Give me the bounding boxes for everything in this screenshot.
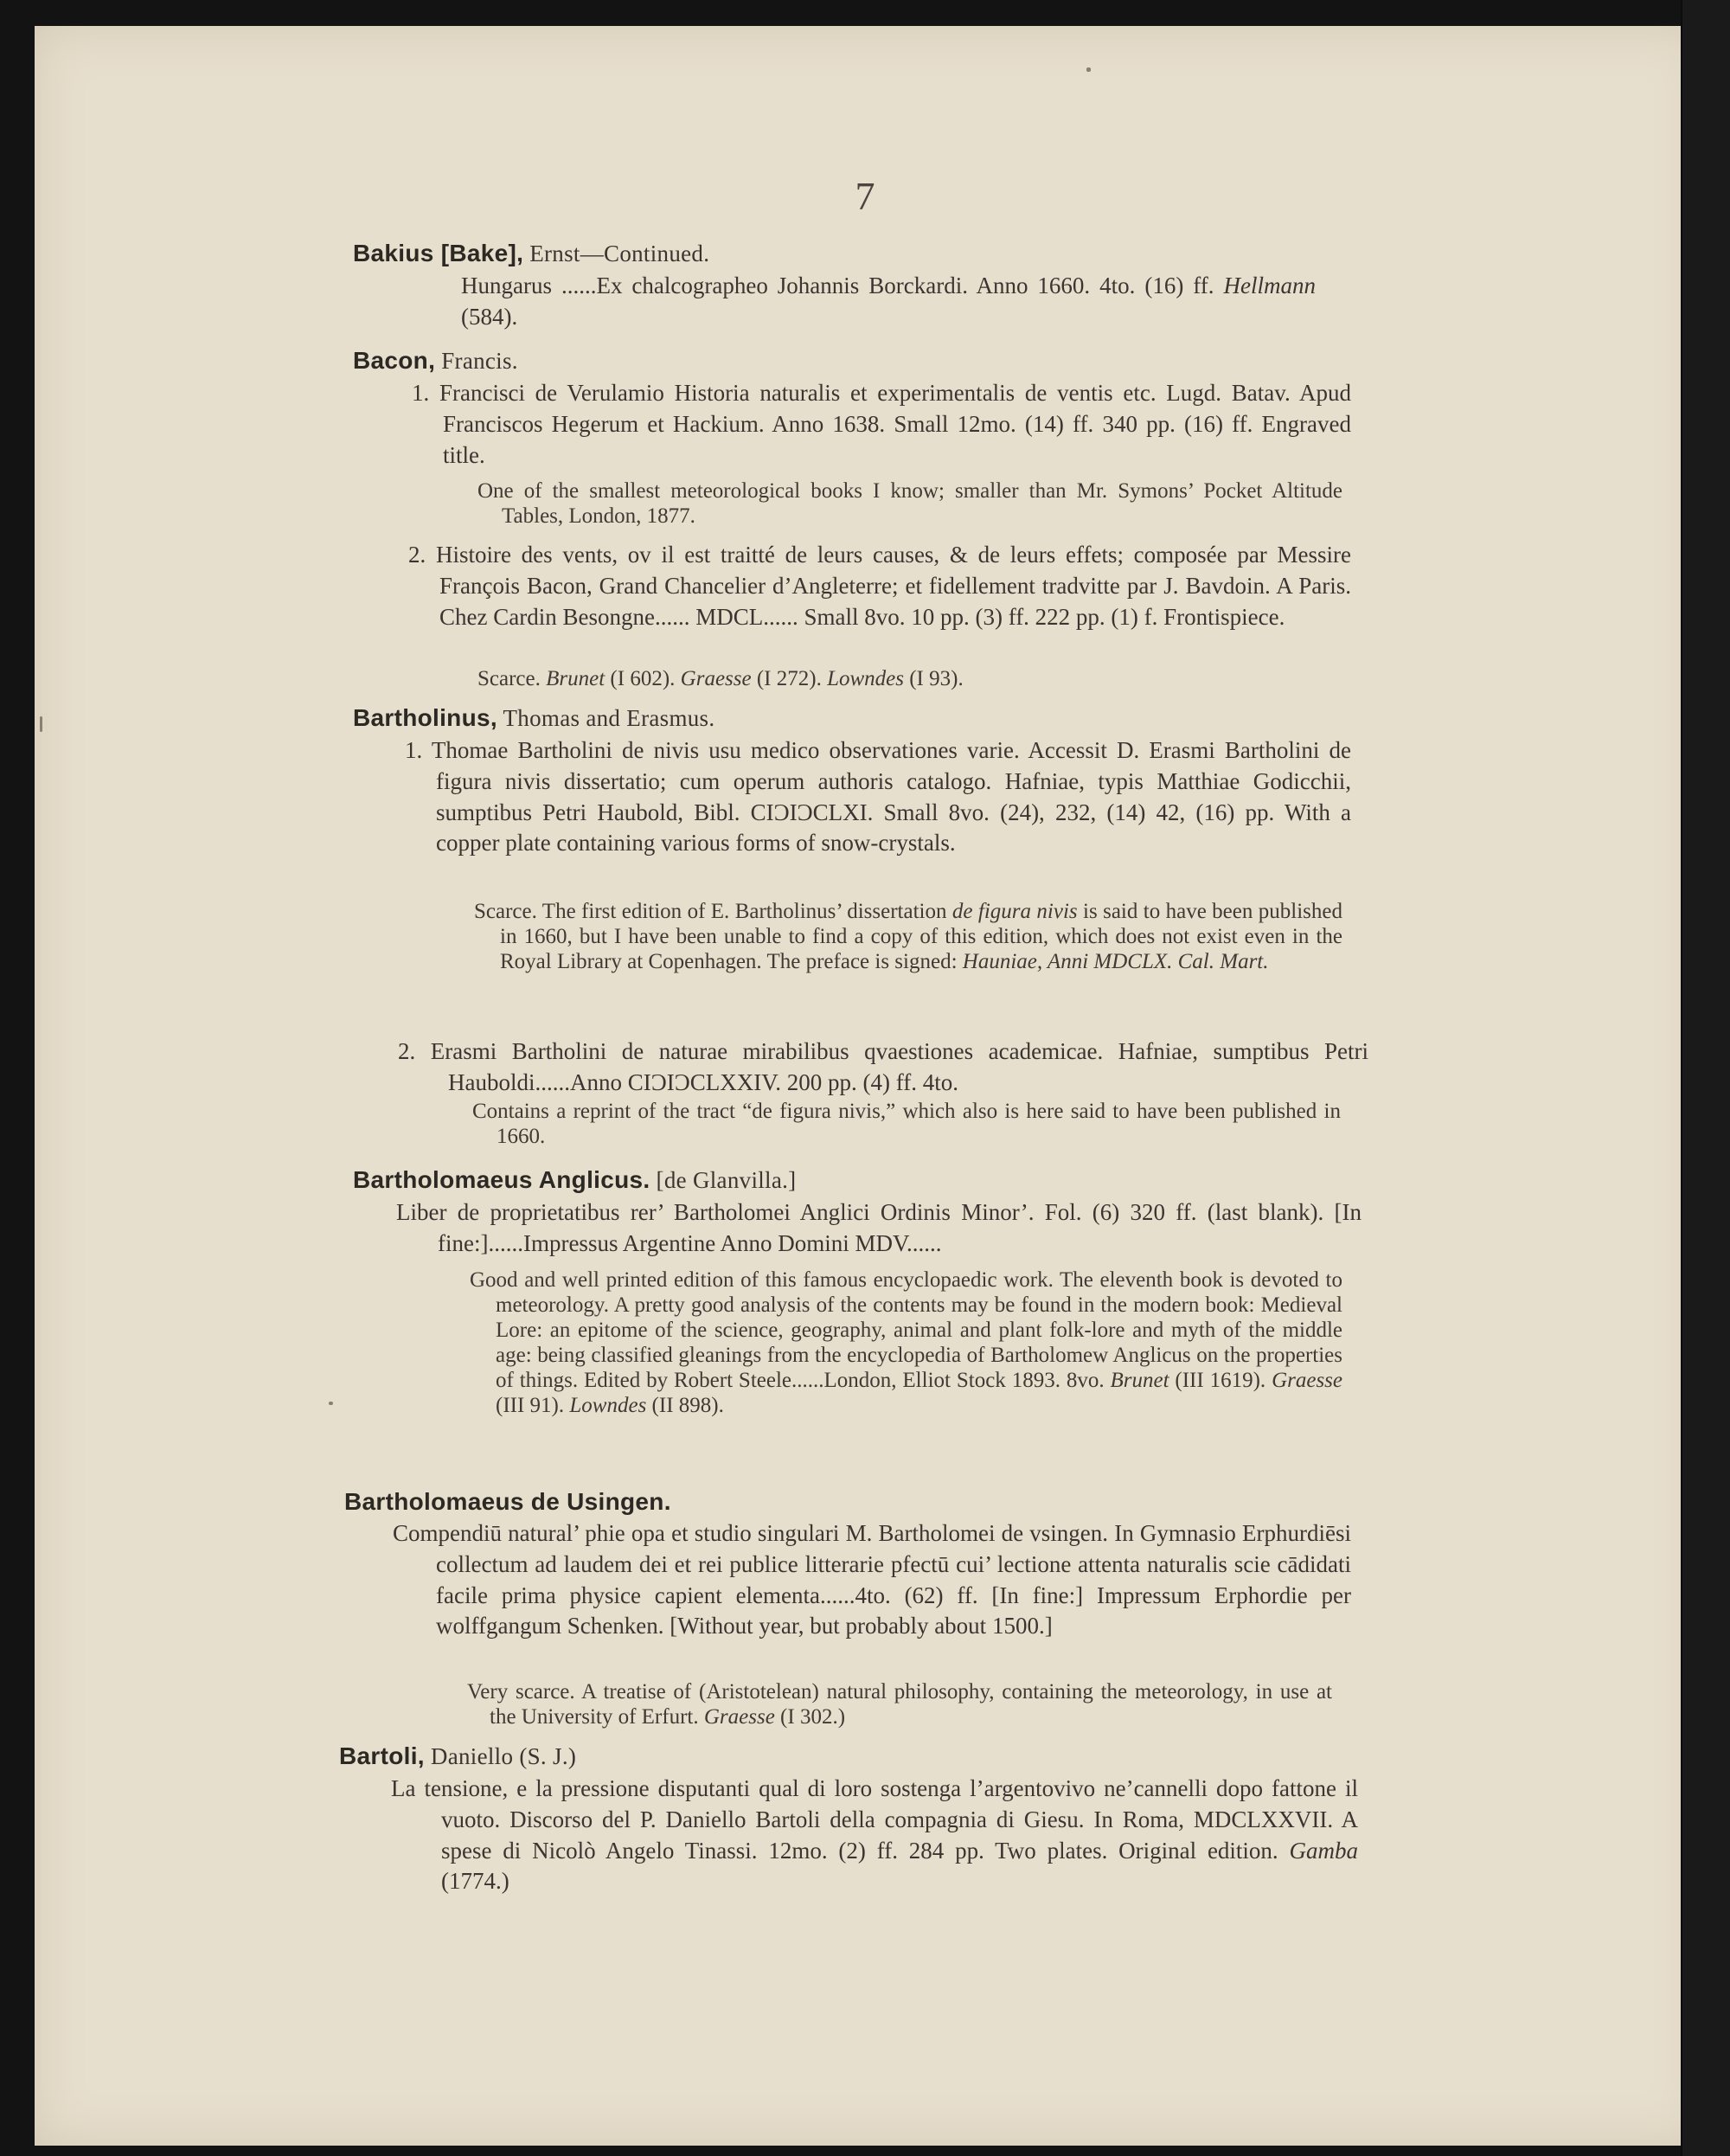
author-qualifier: Daniello (S. J.) — [424, 1743, 577, 1769]
reference-hellmann: Hellmann — [1223, 273, 1316, 298]
entry-bacon-item-2: 2. Histoire des vents, ov il est traitté de leurs causes, & de leurs effets; composée par Messire François Bacon, Grand Chancelier d’Angleterre; et fidellement tradvitte par J. Bavdoin. A Paris. Chez Cardin Besongne...... MDCL...... Small 8vo. 10 pp. (3) ff. 222 pp. (1) f. Frontispiece. — [408, 542, 1351, 630]
entry-usingen-text: Compendiū natural’ phie opa et studio singulari M. Bartholomei de vsingen. In Gymnasio Erphurdiēsi collectum ad laudem dei et rei publice litterarie pfectū cui’ lectione attenta naturalis scie cādidati facile prima physice capient elementa......4to. (62) ff. [In fine:] Impressum Erphordie per wolffgangum Schenken. [Without year, but probably about 1500.] — [393, 1520, 1351, 1639]
entry-bartholinus-note-2: Contains a reprint of the tract “de figura nivis,” which also is here said to have been published in 1660. — [472, 1100, 1341, 1148]
author-name: Bartholomaeus Anglicus. — [353, 1166, 650, 1193]
entry-heading-bacon — [353, 347, 518, 375]
entry-bartholinus-note-1: Scarce. The first edition of E. Bartholinus’ dissertation de figura nivis is said to have been published in 1660, but I have been unable to find a copy of this edition, which does not exist even in the Royal Library at Copenhagen. The preface is signed: Hauniae, Anni MDCLX. Cal. Mart. — [474, 900, 1342, 973]
paper-speck — [1086, 67, 1091, 72]
paper-speck — [40, 716, 42, 732]
entry-bakius-text: Hungarus ......Ex chalcographeo Johannis Borckardi. Anno 1660. 4to. (16) ff. Hellmann (584). — [461, 273, 1316, 330]
entry-bartholinus-item-2: 2. Erasmi Bartholini de naturae mirabilibus qvaestiones academicae. Hafniae, sumptibus Petri Hauboldi......Anno CIƆIƆCLXXIV. 200 pp. (4) ff. 4to. — [398, 1038, 1368, 1095]
author-name: Bartholinus, — [353, 704, 497, 731]
reference-lowndes: Lowndes — [827, 667, 904, 690]
entry-anglicus-note: Good and well printed edition of this famous encyclopaedic work. The eleventh book is devoted to meteorology. A pretty good analysis of the contents may be found in the modern book: Medieval Lore: an epitome of the science, geography, animal and plant folk-lore and myth of the middle age: being classified gleanings from the encyclopedia of Bartholomew Anglicus on the properties of things. Edited by Robert Steele......London, Elliot Stock 1893. 8vo. Brunet (III 1619). Graesse (III 91). Lowndes (II 898). — [470, 1268, 1342, 1417]
author-qualifier: Thomas and Erasmus. — [497, 705, 715, 731]
reference-graesse: Graesse — [680, 667, 752, 690]
author-name: Bakius [Bake], — [353, 240, 524, 266]
reference-lowndes: Lowndes — [569, 1394, 647, 1417]
entry-bacon-note-2: Scarce. Brunet (I 602). Graesse (I 272). Lowndes (I 93). — [477, 667, 964, 690]
author-qualifier: Ernst—Continued. — [523, 241, 710, 266]
reference-gamba: Gamba — [1289, 1837, 1358, 1864]
entry-bartholinus-item-1: 1. Thomae Bartholini de nivis usu medico observationes varie. Accessit D. Erasmi Bartholini de figura nivis dissertatio; cum operum authoris catalogo. Hafniae, typis Matthiae Godicchii, sumptibus Petri Haubold, Bibl. CIƆIƆCLXI. Small 8vo. (24), 232, (14) 42, (16) pp. With a copper plate containing various forms of snow-crystals. — [405, 737, 1351, 857]
author-qualifier: [de Glanvilla.] — [650, 1167, 797, 1193]
author-name: Bacon, — [353, 347, 436, 374]
entry-heading-bakius — [353, 240, 709, 267]
author-qualifier: Francis. — [435, 348, 518, 374]
reference-graesse: Graesse — [1272, 1369, 1342, 1392]
entry-heading-bartoli — [339, 1742, 576, 1770]
reference-brunet: Brunet — [546, 667, 606, 690]
reference-de-figura-nivis: de figura nivis — [952, 900, 1078, 923]
entry-usingen-note: Very scarce. A treatise of (Aristotelean) natural philosophy, containing the meteorology, in use at the University of Erfurt. Graesse (I 302.) — [467, 1680, 1332, 1729]
author-name: Bartoli, — [339, 1742, 425, 1769]
reference-graesse: Graesse — [703, 1705, 775, 1729]
paper-speck — [329, 1402, 333, 1405]
entry-heading-bartholinus — [353, 704, 714, 732]
reference-signature: Hauniae, Anni MDCLX. Cal. Mart. — [962, 950, 1269, 973]
entry-anglicus-text: Liber de proprietatibus rer’ Bartholomei Anglici Ordinis Minor’. Fol. (6) 320 ff. (last blank). [In fine:]......Impressus Argentine Anno Domini MDV...... — [396, 1199, 1362, 1256]
entry-bacon-item-1: 1. Francisci de Verulamio Historia naturalis et experimentalis de ventis etc. Lugd. Batav. Apud Franciscos Hegerum et Hackium. Anno 1638. Small 12mo. (14) ff. 340 pp. (16) ff. Engraved title. — [412, 380, 1351, 468]
entry-bacon-note-1: One of the smallest meteorological books I know; smaller than Mr. Symons’ Pocket Altitude Tables, London, 1877. — [477, 479, 1342, 528]
page-edge-shadow — [1681, 0, 1730, 2156]
entry-heading-anglicus — [353, 1166, 796, 1194]
reference-brunet: Brunet — [1110, 1369, 1169, 1392]
entry-heading-usingen — [344, 1488, 671, 1516]
page-number: 7 — [855, 174, 875, 218]
entry-bartoli-text: La tensione, e la pressione disputanti qual di loro sostenga l’argentovivo ne’cannelli dopo fattone il vuoto. Discorso del P. Daniello Bartoli della compagnia di Giesu. In Roma, MDCLXXVII. A spese di Nicolò Angelo Tinassi. 12mo. (2) ff. 284 pp. Two plates. Original edition. Gamba (1774.) — [391, 1775, 1358, 1895]
author-name: Bartholomaeus de Usingen. — [344, 1488, 671, 1515]
